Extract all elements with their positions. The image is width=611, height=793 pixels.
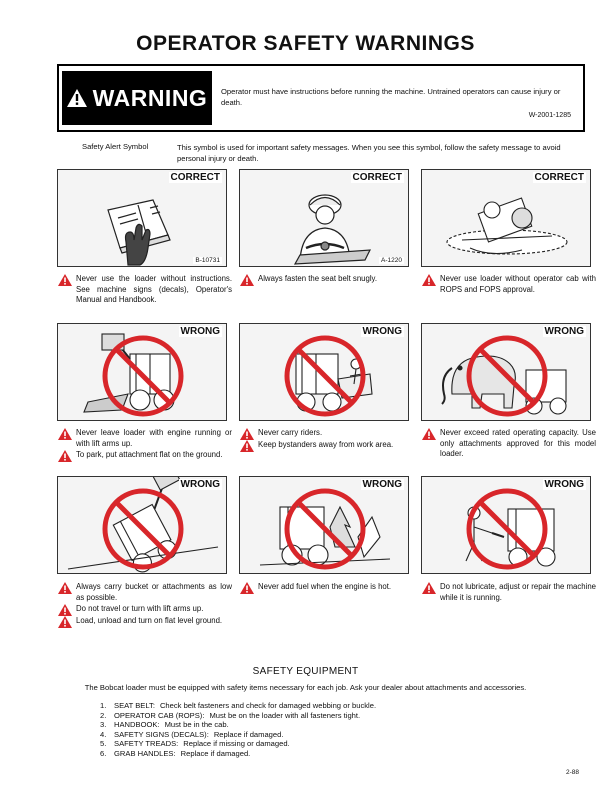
panel-caption [240,274,414,286]
panel-tag: WRONG [362,326,402,337]
panel-lubricate [421,476,591,574]
alert-triangle-icon [58,428,72,440]
warning-triangle-icon [67,89,87,107]
illustration-fuel [240,477,409,574]
alert-triangle-icon [240,428,254,440]
caption-item [422,582,596,603]
equipment-item [100,749,376,759]
illustration-seatbelt [240,170,409,267]
panel-caption [422,428,596,461]
equipment-item-text: Replace if damaged. [213,729,284,739]
alert-triangle-icon [240,440,254,452]
alert-triangle-icon [240,274,254,286]
alert-triangle-icon [240,582,254,594]
caption-text: Do not lubricate, adjust or repair the machine while it is running. [440,582,596,602]
equipment-item-number: 5. [100,739,107,749]
illustration-elephant [422,324,591,421]
equipment-item [100,711,376,721]
equipment-item [100,739,376,749]
panel-caption [422,274,596,296]
equipment-item-name: HANDBOOK: [114,720,160,730]
illustration-book [58,170,227,267]
equipment-item-text: Must be in the cab. [164,720,229,730]
equipment-item-name: GRAB HANDLES: [114,748,176,758]
equipment-item-text: Replace if damaged. [180,748,251,758]
panel-tipping [57,476,227,574]
equipment-item-name: SAFETY SIGNS (DECALS): [114,729,209,739]
caption-text: Do not travel or turn with lift arms up. [76,604,204,614]
illustration-riders [240,324,409,421]
panel-tag: WRONG [180,479,220,490]
caption-text: Always carry bucket or attachments as low as possible. [76,582,232,602]
equipment-intro: The Bobcat loader must be equipped with safety items necessary for each job. Ask your dealer about attachments and accessories. [84,683,527,692]
alert-triangle-icon [58,582,72,594]
panel-raised [57,323,227,421]
equipment-item [100,720,376,730]
alert-triangle-icon [58,616,72,628]
equipment-item-text: Replace if missing or damaged. [183,739,290,749]
alert-triangle-icon [58,604,72,616]
panel-tag: CORRECT [170,172,220,183]
caption-text: Never use the loader without instructions. See machine signs (decals), Operator's Manual and Handbook. [76,274,232,305]
alert-triangle-icon [58,274,72,286]
equipment-item-number: 6. [100,748,107,758]
panel-caption [58,582,232,627]
equipment-item-number: 4. [100,729,107,739]
panel-code: B-10731 [195,257,220,264]
alert-triangle-icon [422,428,436,440]
equipment-item-name: SAFETY TREADS: [114,739,179,749]
panel-tag: WRONG [180,326,220,337]
equipment-title: SAFETY EQUIPMENT [252,666,359,677]
caption-item [58,616,232,627]
panel-tag: WRONG [544,479,584,490]
caption-text: Load, unload and turn on flat level ground. [76,615,223,625]
panel-fuel [239,476,409,574]
panel-caption [422,582,596,604]
caption-text: Never exceed rated operating capacity. Use only attachments approved for this model loader. [440,428,596,459]
panel-tag: WRONG [362,479,402,490]
caption-text: Always fasten the seat belt snugly. [258,274,378,283]
panel-tag: CORRECT [534,172,584,183]
panel-caption [240,582,414,594]
panel-tag: WRONG [544,326,584,337]
warning-code: W-2001-1285 [528,112,571,119]
caption-item [240,428,414,439]
equipment-item-number: 1. [100,701,107,710]
caption-item [422,428,596,460]
caption-item [58,428,232,449]
panel-book [57,169,227,267]
caption-text: To park, put attachment flat on the ground. [76,450,223,460]
illustration-raised [58,324,227,421]
page-number: 2-88 [566,769,580,776]
safety-alert-text: This symbol is used for important safety messages. When you see this symbol, follow the safety message to avoid personal injury or death. [177,143,561,163]
equipment-item-number: 3. [100,720,107,730]
warning-badge [62,71,212,125]
caption-item [58,582,232,603]
alert-triangle-icon [422,274,436,286]
alert-triangle-icon [58,450,72,462]
caption-text: Never leave loader with engine running or with lift arms up. [76,428,232,448]
panel-code: A-1220 [381,257,402,264]
caption-item [240,274,414,285]
equipment-item-name: OPERATOR CAB (ROPS): [114,710,205,720]
illustration-tipping [58,477,227,574]
panel-caption [58,428,232,462]
panel-rops [421,169,591,267]
caption-text: Never carry riders. [258,428,323,437]
caption-text: Never use loader without operator cab with ROPS and FOPS approval. [440,274,596,294]
equipment-list [100,701,376,759]
page-title: OPERATOR SAFETY WARNINGS [136,32,475,55]
panel-elephant [421,323,591,421]
equipment-item-name: SEAT BELT: [114,701,155,710]
caption-item [240,582,414,593]
equipment-item-text: Check belt fasteners and check for damaged webbing or buckle. [159,701,377,710]
illustration-rops [422,170,591,267]
alert-triangle-icon [422,582,436,594]
caption-text: Never add fuel when the engine is hot. [258,582,392,591]
warning-badge-label: WARNING [92,84,208,111]
safety-alert-label: Safety Alert Symbol [82,142,149,151]
equipment-item-text: Must be on the loader with all fasteners tight. [209,710,361,720]
panel-riders [239,323,409,421]
panel-seatbelt [239,169,409,267]
caption-item [58,274,232,306]
caption-item [422,274,596,295]
caption-item [240,440,414,451]
panel-caption [240,428,414,451]
panel-tag: CORRECT [352,172,402,183]
equipment-item-number: 2. [100,710,107,720]
warning-text: Operator must have instructions before running the machine. Untrained operators can cause injury or death. [221,87,561,107]
illustration-lubricate [422,477,591,574]
panel-caption [58,274,232,307]
equipment-item [100,730,376,740]
caption-item [58,450,232,461]
equipment-item [100,701,376,711]
caption-text: Keep bystanders away from work area. [258,439,394,449]
caption-item [58,604,232,615]
